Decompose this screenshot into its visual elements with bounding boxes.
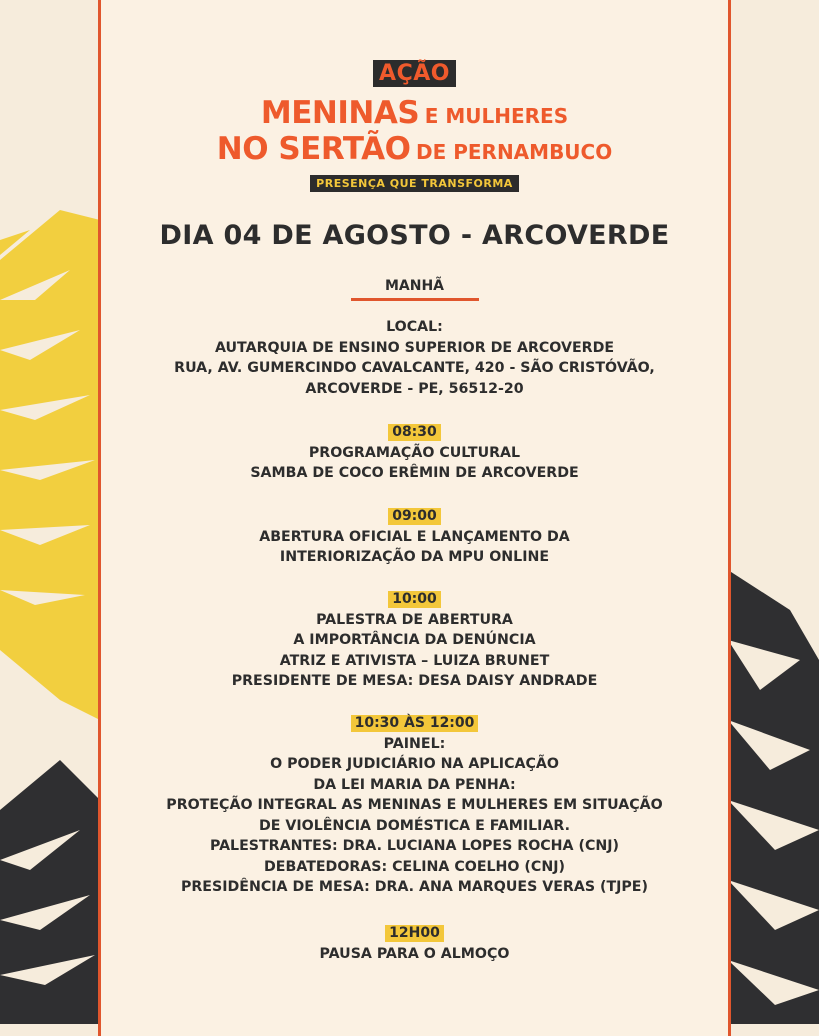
- schedule-line: INTERIORIZAÇÃO DA MPU ONLINE: [279, 549, 550, 565]
- day-title: DIA 04 DE AGOSTO - ARCOVERDE: [159, 220, 670, 251]
- schedule-line: PAINEL:: [383, 735, 446, 752]
- logo-de-pernambuco: DE PERNAMBUCO: [416, 140, 613, 164]
- dark-leaf-right-decoration: [728, 570, 819, 1024]
- location-block: [101, 317, 728, 399]
- schedule-line: O PODER JUDICIÁRIO NA APLICAÇÃO: [270, 756, 559, 772]
- schedule-line: PROTEÇÃO INTEGRAL AS MENINAS E MULHERES EM SITUAÇÃO: [166, 797, 663, 813]
- schedule-line: ATRIZ E ATIVISTA – LUIZA BRUNET: [279, 652, 550, 669]
- yellow-leaf-decoration: [0, 210, 100, 720]
- schedule-line: DA LEI MARIA DA PENHA:: [313, 776, 516, 793]
- location-line: ARCOVERDE - PE, 56512-20: [305, 380, 524, 397]
- time-badge: 10:30 ÀS 12:00: [351, 715, 479, 732]
- time-badge: 08:30: [388, 424, 441, 441]
- logo-meninas: MENINAS: [260, 95, 420, 131]
- logo-line-2: [101, 132, 728, 171]
- schedule-line: PALESTRA DE ABERTURA: [316, 611, 513, 628]
- period-header: [101, 278, 728, 301]
- schedule-item: [101, 713, 728, 898]
- logo-line-1: [101, 96, 728, 135]
- schedule-line: DE VIOLÊNCIA DOMÉSTICA E FAMILIAR.: [258, 817, 571, 834]
- time-badge: 09:00: [388, 508, 441, 525]
- schedule-line: ABERTURA OFICIAL E LANÇAMENTO DA: [259, 528, 570, 545]
- schedule-item: [101, 422, 728, 484]
- schedule-card: [98, 0, 731, 1036]
- time-badge: 12H00: [385, 925, 444, 942]
- logo-tagline: PRESENÇA QUE TRANSFORMA: [310, 175, 519, 192]
- schedule-line: PROGRAMAÇÃO CULTURAL: [308, 444, 521, 461]
- schedule-line: A IMPORTÂNCIA DA DENÚNCIA: [293, 632, 536, 648]
- period-underline: [351, 298, 479, 301]
- schedule-line: DEBATEDORAS: CELINA COELHO (CNJ): [264, 858, 565, 875]
- logo-acao-badge: AÇÃO: [373, 60, 456, 87]
- dark-leaf-left-decoration: [0, 760, 100, 1024]
- location-line: RUA, AV. GUMERCINDO CAVALCANTE, 420 - SÃO CRISTÓVÃO,: [174, 360, 655, 376]
- logo-no-sertao: NO SERTÃO: [216, 131, 411, 167]
- schedule-item: [101, 506, 728, 568]
- schedule-line: PAUSA PARA O ALMOÇO: [319, 945, 510, 962]
- schedule-item: [101, 589, 728, 692]
- location-line: AUTARQUIA DE ENSINO SUPERIOR DE ARCOVERDE: [214, 339, 615, 356]
- period-label: MANHÃ: [384, 278, 445, 294]
- logo-e-mulheres: E MULHERES: [424, 104, 569, 128]
- time-badge: 10:00: [388, 591, 441, 608]
- schedule-line: PRESIDENTE DE MESA: DESA DAISY ANDRADE: [231, 673, 598, 689]
- schedule-item: [101, 923, 728, 964]
- schedule-line: PRESIDÊNCIA DE MESA: DRA. ANA MARQUES VERAS (TJPE): [180, 879, 648, 895]
- logo-tagline-row: [101, 172, 728, 192]
- schedule-line: SAMBA DE COCO ERÊMIN DE ARCOVERDE: [250, 465, 579, 481]
- location-label: LOCAL:: [386, 319, 443, 335]
- logo: [101, 60, 728, 87]
- schedule-line: PALESTRANTES: DRA. LUCIANA LOPES ROCHA (CNJ): [209, 838, 620, 854]
